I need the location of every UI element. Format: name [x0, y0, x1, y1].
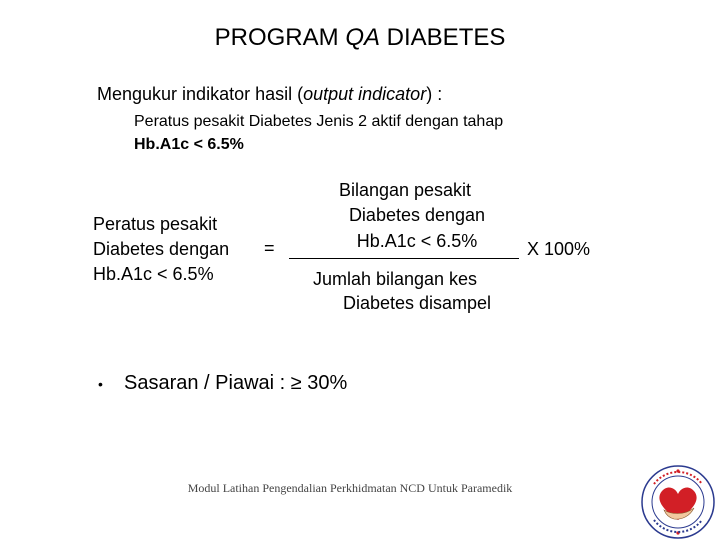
- target-text: Sasaran / Piawai : ≥ 30%: [124, 372, 348, 394]
- numerator-line: Bilangan pesakit: [338, 180, 472, 200]
- multiplier: X 100%: [527, 239, 591, 259]
- page-title: PROGRAM QA DIABETES: [214, 24, 506, 51]
- bullet-icon: •: [98, 376, 103, 392]
- footer-text: Modul Latihan Pengendalian Perkhidmatan NCD Untuk Paramedik: [187, 481, 513, 495]
- formula-lhs-line: Diabetes dengan: [93, 239, 230, 259]
- indicator-threshold: Hb.A1c < 6.5%: [134, 136, 244, 153]
- heart-logo-icon: [640, 464, 716, 540]
- formula-lhs-line: Hb.A1c < 6.5%: [93, 264, 214, 284]
- numerator-line: Diabetes dengan: [348, 205, 486, 225]
- fraction-line: [289, 258, 519, 259]
- indicator-description: Peratus pesakit Diabetes Jenis 2 aktif dengan tahap: [134, 113, 504, 130]
- numerator-line: Hb.A1c < 6.5%: [356, 231, 478, 251]
- denominator-line: Diabetes disampel: [342, 293, 492, 313]
- equals-sign: =: [264, 238, 275, 258]
- subtitle: Mengukur indikator hasil (output indicator) :: [97, 84, 443, 104]
- denominator-line: Jumlah bilangan kes: [312, 269, 478, 289]
- formula-lhs-line: Peratus pesakit: [93, 214, 218, 234]
